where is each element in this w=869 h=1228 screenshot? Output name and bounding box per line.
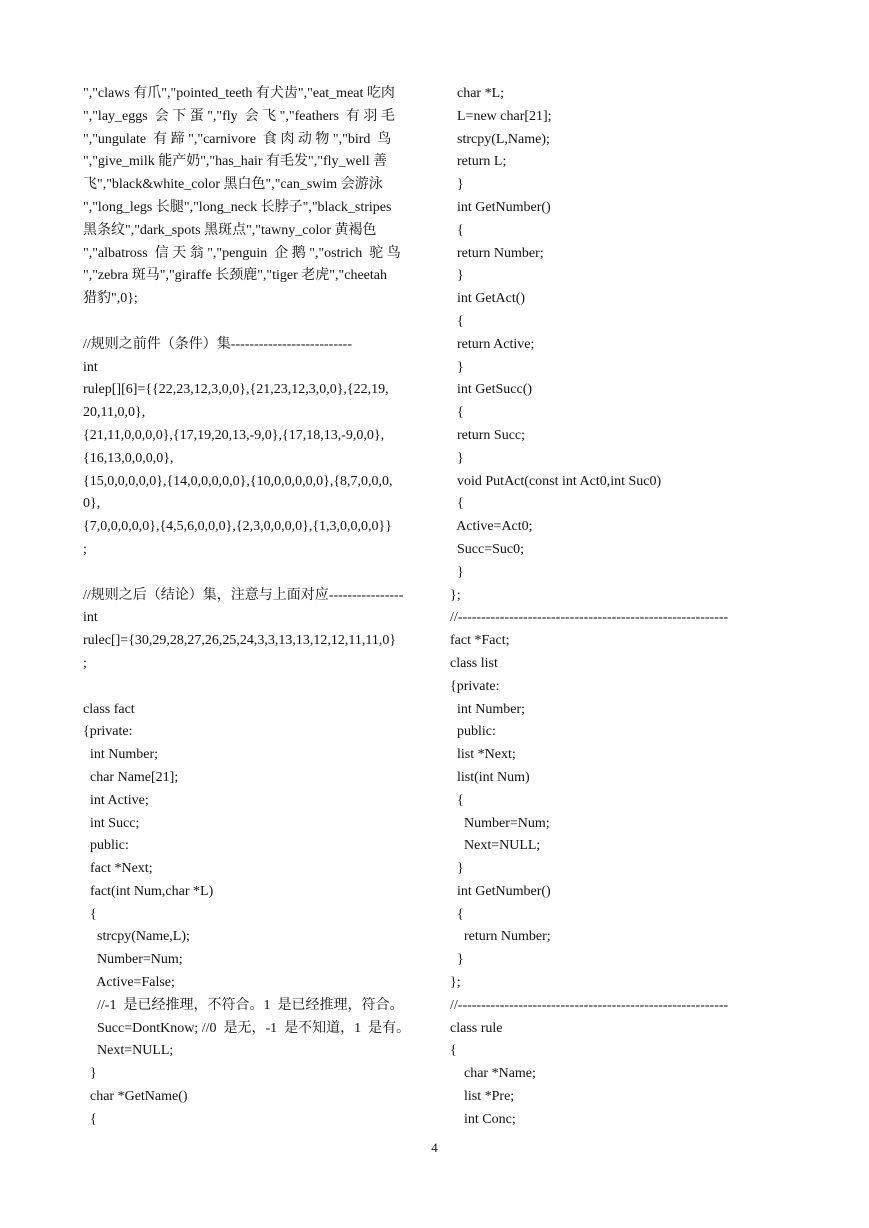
code-line: { — [450, 496, 464, 512]
code-line: 飞","black&white_color 黑白色","can_swim 会游泳 — [83, 177, 383, 193]
code-line: { — [83, 906, 97, 922]
code-line: { — [450, 313, 464, 329]
code-line: ","albatross 信 天 翁 ","penguin 企 鹅 ","ostrich 驼 鸟 — [83, 245, 401, 261]
code-line: { — [450, 906, 464, 922]
code-line: //规则之前件（条件）集-------------------------- — [83, 336, 352, 352]
code-line: class fact — [83, 701, 135, 717]
code-line: }; — [450, 975, 461, 991]
code-line: Next=NULL; — [450, 838, 541, 854]
code-line: int Conc; — [450, 1111, 516, 1127]
code-line: int GetNumber() — [450, 199, 551, 215]
code-line: rulec[]={30,29,28,27,26,25,24,3,3,13,13,12,12,11,11,0} — [83, 633, 397, 649]
code-line: } — [450, 861, 464, 877]
code-line: } — [450, 450, 464, 466]
code-line: ; — [83, 655, 87, 671]
code-line: int Number; — [83, 747, 159, 763]
code-line: } — [450, 177, 464, 193]
code-line: int Active; — [83, 792, 149, 808]
code-line: list *Pre; — [450, 1089, 515, 1105]
code-line: char Name[21]; — [83, 769, 179, 785]
code-line: { — [450, 792, 464, 808]
code-line: Active=False; — [83, 975, 175, 991]
code-line: ","ungulate 有 蹄 ","carnivore 食 肉 动 物 ","bird 鸟 — [83, 131, 392, 147]
code-line: 黑条纹","dark_spots 黑斑点","tawny_color 黄褐色 — [83, 222, 377, 238]
code-line: {private: — [83, 724, 133, 740]
code-line: fact *Next; — [83, 861, 153, 877]
code-line: 0}, — [83, 496, 101, 512]
code-line: Succ=Suc0; — [450, 541, 524, 557]
code-line: { — [450, 1043, 457, 1059]
code-line: L=new char[21]; — [450, 108, 552, 124]
code-line: }; — [450, 587, 461, 603]
code-line: return Active; — [450, 336, 535, 352]
code-line: public: — [450, 724, 496, 740]
code-line: ","give_milk 能产奶","has_hair 有毛发","fly_well 善 — [83, 154, 388, 170]
code-line: strcpy(Name,L); — [83, 929, 190, 945]
code-line: } — [450, 952, 464, 968]
code-line: int Succ; — [83, 815, 140, 831]
code-line: return Succ; — [450, 427, 526, 443]
code-line: int Number; — [450, 701, 526, 717]
code-line: ","long_legs 长腿","long_neck 长脖子","black_stripes — [83, 199, 392, 215]
code-line: char *L; — [450, 86, 505, 101]
code-line: //规则之后（结论）集，注意与上面对应---------------- — [83, 587, 404, 603]
code-line: int GetAct() — [450, 291, 526, 307]
code-line: return L; — [450, 154, 507, 170]
code-line: {16,13,0,0,0,0}, — [83, 450, 174, 466]
code-line: return Number; — [450, 929, 551, 945]
code-line: int — [83, 610, 98, 626]
code-line: { — [450, 405, 464, 421]
code-line: {15,0,0,0,0,0},{14,0,0,0,0,0},{10,0,0,0,0,0},{8,7,0,0,0, — [83, 473, 393, 489]
code-line: return Number; — [450, 245, 544, 261]
code-line: {21,11,0,0,0,0},{17,19,20,13,-9,0},{17,18,13,-9,0,0}, — [83, 427, 385, 443]
code-line: fact(int Num,char *L) — [83, 883, 214, 899]
code-line: } — [450, 564, 464, 580]
code-line: int — [83, 359, 98, 375]
code-line: ","claws 有爪","pointed_teeth 有犬齿","eat_meat 吃肉 — [83, 86, 395, 101]
code-line: } — [83, 1066, 97, 1082]
code-line: {7,0,0,0,0,0},{4,5,6,0,0,0},{2,3,0,0,0,0},{1,3,0,0,0,0}} — [83, 519, 392, 535]
code-line: char *GetName() — [83, 1089, 188, 1105]
code-line — [83, 311, 423, 334]
code-line: ","zebra 斑马","giraffe 长颈鹿","tiger 老虎","cheetah — [83, 268, 387, 284]
code-line: public: — [83, 838, 129, 854]
code-line: Number=Num; — [83, 952, 183, 968]
code-line: Succ=DontKnow; //0 是无，-1 是不知道，1 是有。 — [83, 1020, 411, 1036]
code-line: Number=Num; — [450, 815, 550, 831]
code-line: class list — [450, 655, 498, 671]
code-line: { — [83, 1111, 97, 1127]
code-line: strcpy(L,Name); — [450, 131, 550, 147]
code-line: int GetNumber() — [450, 883, 551, 899]
code-line: 20,11,0,0}, — [83, 405, 146, 421]
code-line: //-1 是已经推理，不符合。1 是已经推理，符合。 — [83, 997, 404, 1013]
page-number: 4 — [431, 1140, 438, 1155]
code-line: list(int Num) — [450, 769, 530, 785]
code-line — [83, 676, 423, 699]
code-line — [83, 562, 423, 585]
code-line: Active=Act0; — [450, 519, 533, 535]
code-line: //---------------------------------------------------------- — [450, 997, 729, 1013]
code-line: { — [450, 222, 464, 238]
left-code-column — [83, 83, 423, 1132]
code-line: ","lay_eggs 会 下 蛋 ","fly 会 飞 ","feathers 有 羽 毛 — [83, 108, 395, 124]
right-code-column — [450, 83, 750, 1132]
code-line: void PutAct(const int Act0,int Suc0) — [450, 473, 662, 489]
code-line: fact *Fact; — [450, 633, 510, 649]
code-line: } — [450, 268, 464, 284]
code-line: //---------------------------------------------------------- — [450, 610, 729, 626]
code-line: 猎豹",0}; — [83, 291, 138, 307]
code-line: list *Next; — [450, 747, 516, 763]
code-line: int GetSucc() — [450, 382, 533, 398]
code-line: {private: — [450, 678, 500, 694]
code-line: } — [450, 359, 464, 375]
code-line: Next=NULL; — [83, 1043, 174, 1059]
code-line: ; — [83, 541, 87, 557]
code-line: rulep[][6]={{22,23,12,3,0,0},{21,23,12,3,0,0},{22,19, — [83, 382, 389, 398]
code-line: char *Name; — [450, 1066, 536, 1082]
code-line: class rule — [450, 1020, 503, 1036]
